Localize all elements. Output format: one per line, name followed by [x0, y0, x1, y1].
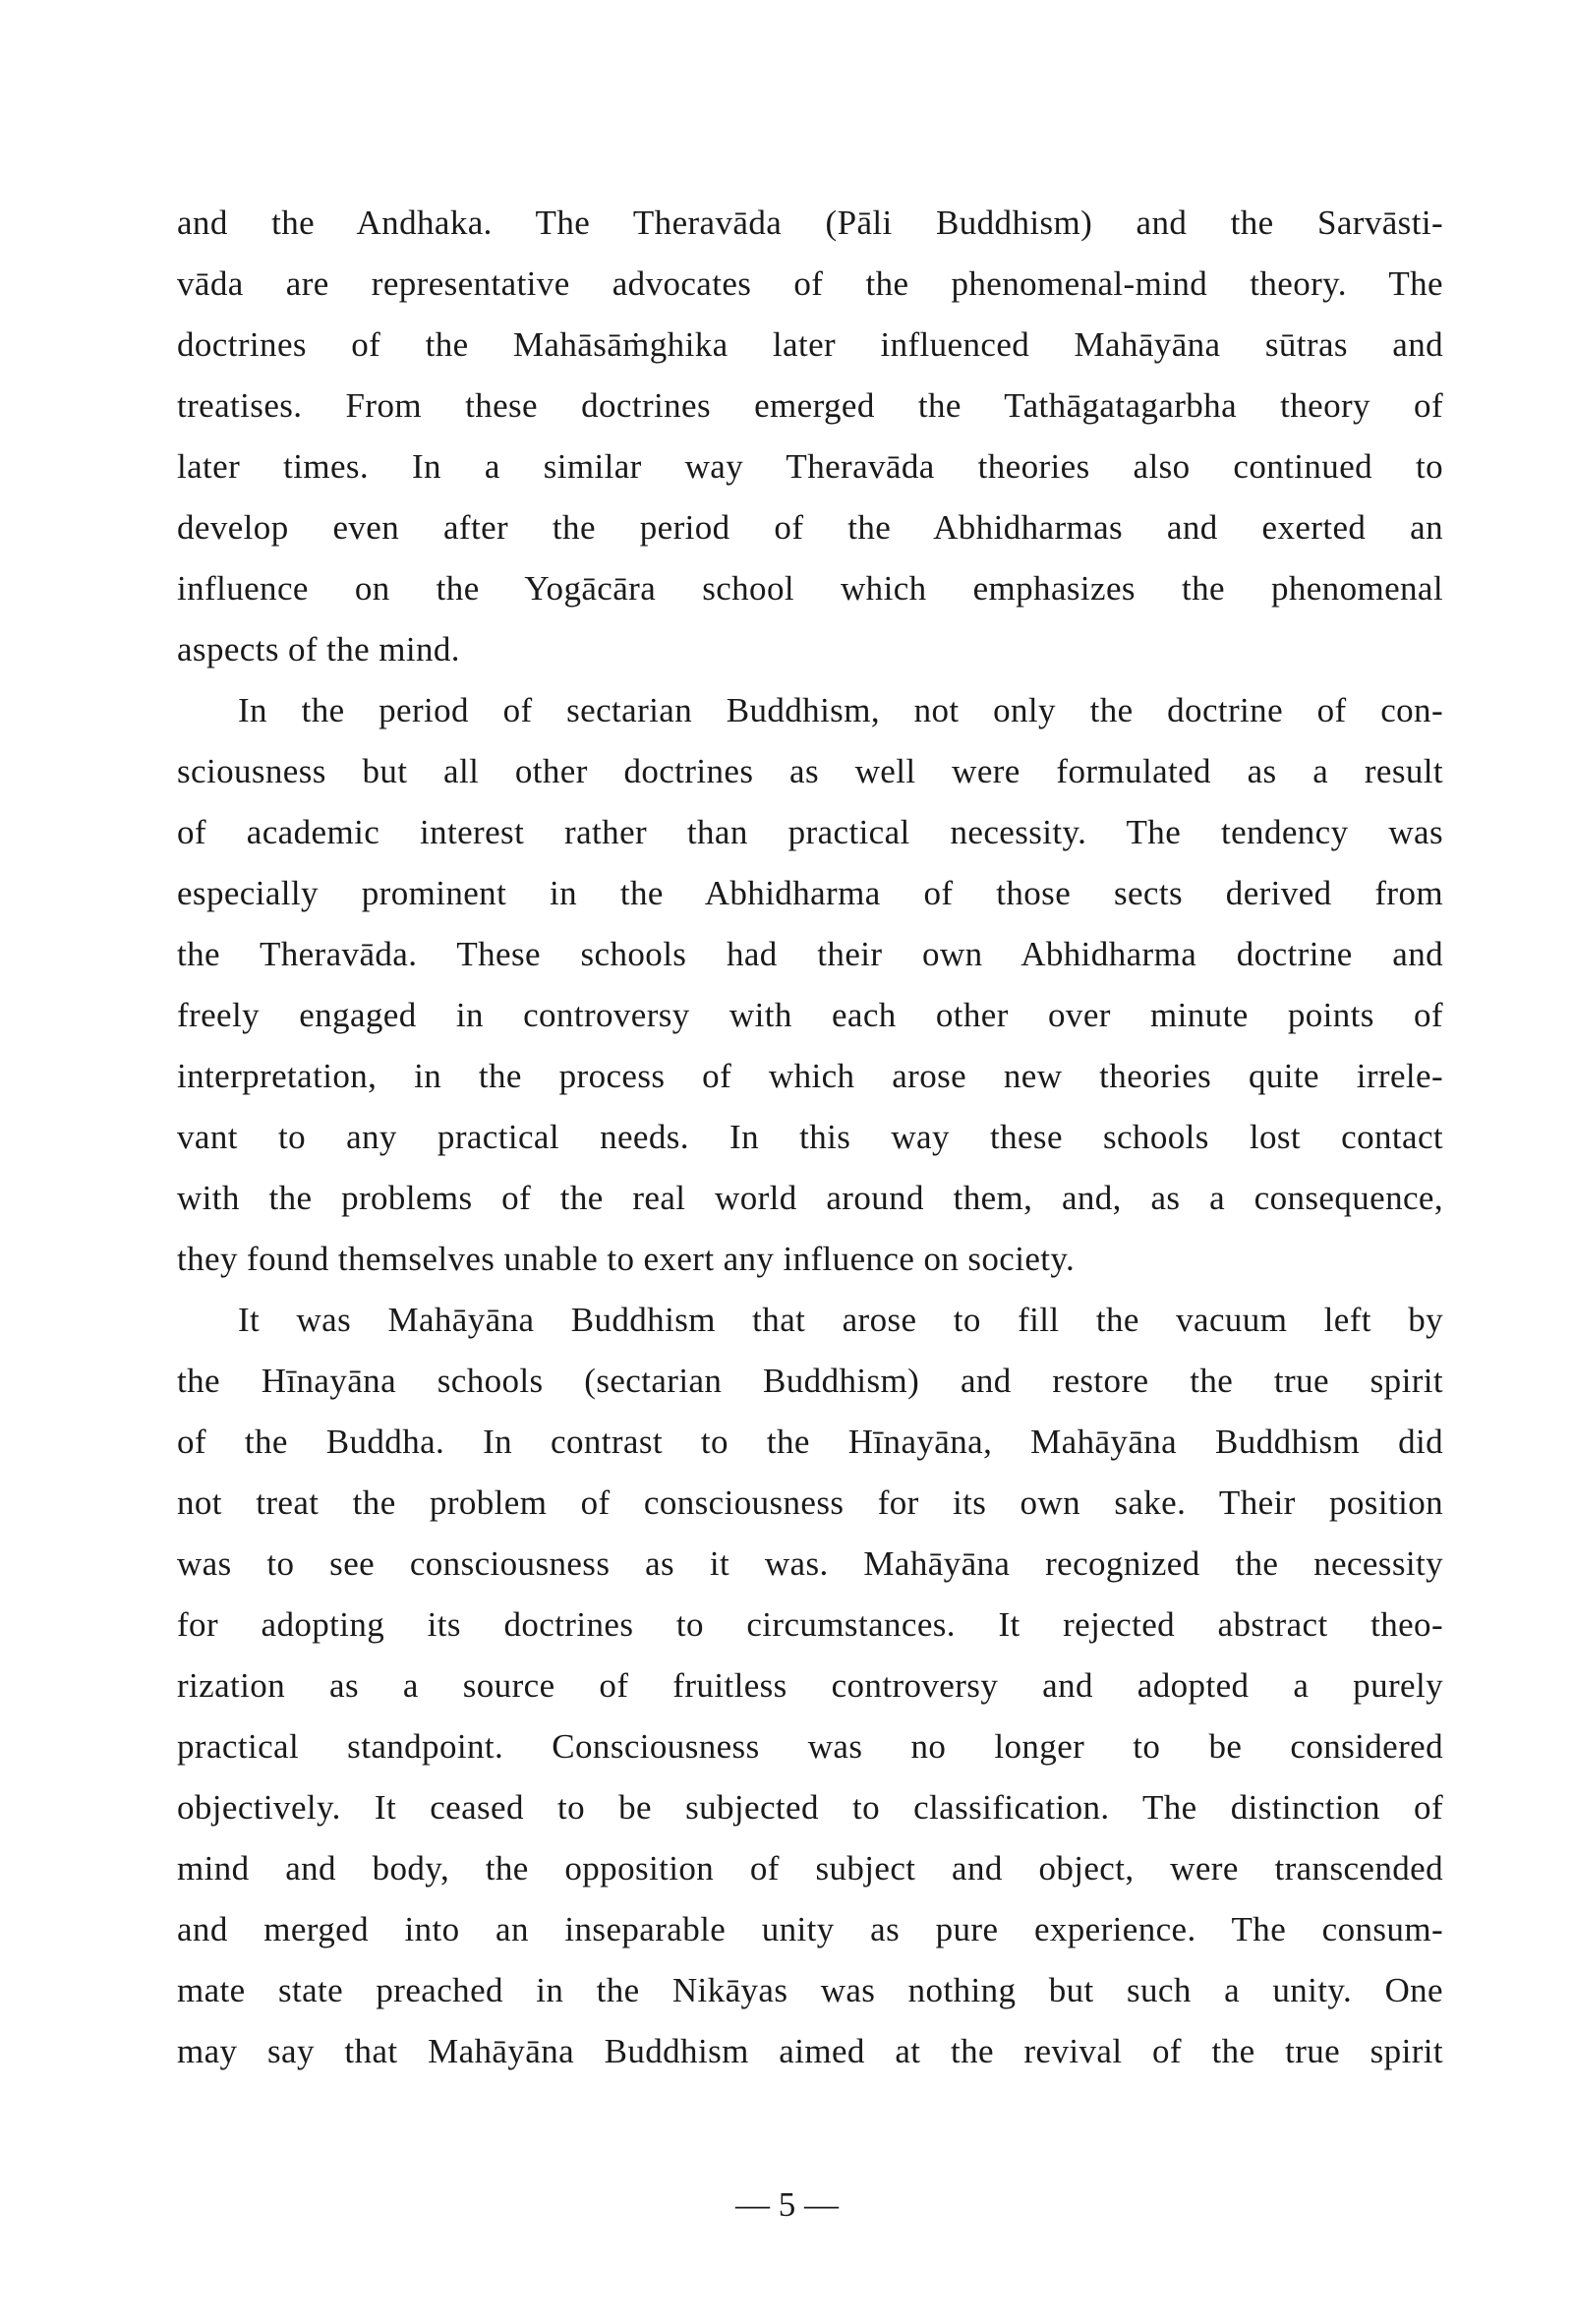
text-line: may say that Mahāyāna Buddhism aimed at the revival of the true spirit	[177, 2032, 1443, 2070]
page-number: — 5 —	[735, 2185, 839, 2224]
text-line: the Theravāda. These schools had their own Abhidharma doctrine and	[177, 935, 1443, 973]
text-line: later times. In a similar way Theravāda theories also continued to	[177, 447, 1443, 486]
text-line: sciousness but all other doctrines as well were formulated as a result	[177, 752, 1443, 790]
text-line: they found themselves unable to exert any influence on society.	[177, 1240, 1076, 1278]
text-line: with the problems of the real world around them, and, as a consequence,	[177, 1179, 1443, 1217]
paragraph	[177, 680, 1443, 1290]
text-line: vant to any practical needs. In this way these schools lost contact	[177, 1118, 1443, 1156]
text-line: for adopting its doctrines to circumstances. It rejected abstract theo-	[177, 1605, 1443, 1644]
text-line: vāda are representative advocates of the phenomenal-mind theory. The	[177, 264, 1443, 303]
text-line: mate state preached in the Nikāyas was nothing but such a unity. One	[177, 1971, 1443, 2009]
text-line: treatises. From these doctrines emerged the Tathāgatagarbha theory of	[177, 386, 1443, 425]
text-line: aspects of the mind.	[177, 630, 460, 668]
text-line: interpretation, in the process of which arose new theories quite irrele-	[177, 1057, 1443, 1095]
paragraph	[177, 1290, 1443, 2082]
text-line: and merged into an inseparable unity as pure experience. The consum-	[177, 1910, 1443, 1948]
text-line: especially prominent in the Abhidharma of those sects derived from	[177, 874, 1443, 912]
text-line: influence on the Yogācāra school which emphasizes the phenomenal	[177, 569, 1443, 608]
text-line: mind and body, the opposition of subject and object, were transcended	[177, 1849, 1443, 1888]
text-line: practical standpoint. Consciousness was no longer to be considered	[177, 1727, 1443, 1766]
text-line: of academic interest rather than practical necessity. The tendency was	[177, 813, 1443, 851]
text-line: objectively. It ceased to be subjected to classification. The distinction of	[177, 1788, 1443, 1827]
text-line: rization as a source of fruitless controversy and adopted a purely	[177, 1666, 1443, 1705]
text-line: and the Andhaka. The Theravāda (Pāli Buddhism) and the Sarvāsti-	[177, 203, 1443, 242]
text-line: of the Buddha. In contrast to the Hīnayāna, Mahāyāna Buddhism did	[177, 1423, 1443, 1461]
text-line: doctrines of the Mahāsāṁghika later influenced Mahāyāna sūtras and	[177, 325, 1443, 364]
body-text	[177, 193, 1443, 2082]
text-line: freely engaged in controversy with each other over minute points of	[177, 996, 1443, 1034]
text-line: not treat the problem of consciousness for its own sake. Their position	[177, 1483, 1443, 1522]
paragraph	[177, 193, 1443, 680]
text-line: It was Mahāyāna Buddhism that arose to fill the vacuum left by	[238, 1301, 1443, 1339]
text-line: In the period of sectarian Buddhism, not only the doctrine of con-	[238, 691, 1443, 729]
text-line: develop even after the period of the Abhidharmas and exerted an	[177, 508, 1443, 547]
text-line: was to see consciousness as it was. Mahāyāna recognized the necessity	[177, 1544, 1443, 1583]
text-line: the Hīnayāna schools (sectarian Buddhism) and restore the true spirit	[177, 1362, 1443, 1400]
